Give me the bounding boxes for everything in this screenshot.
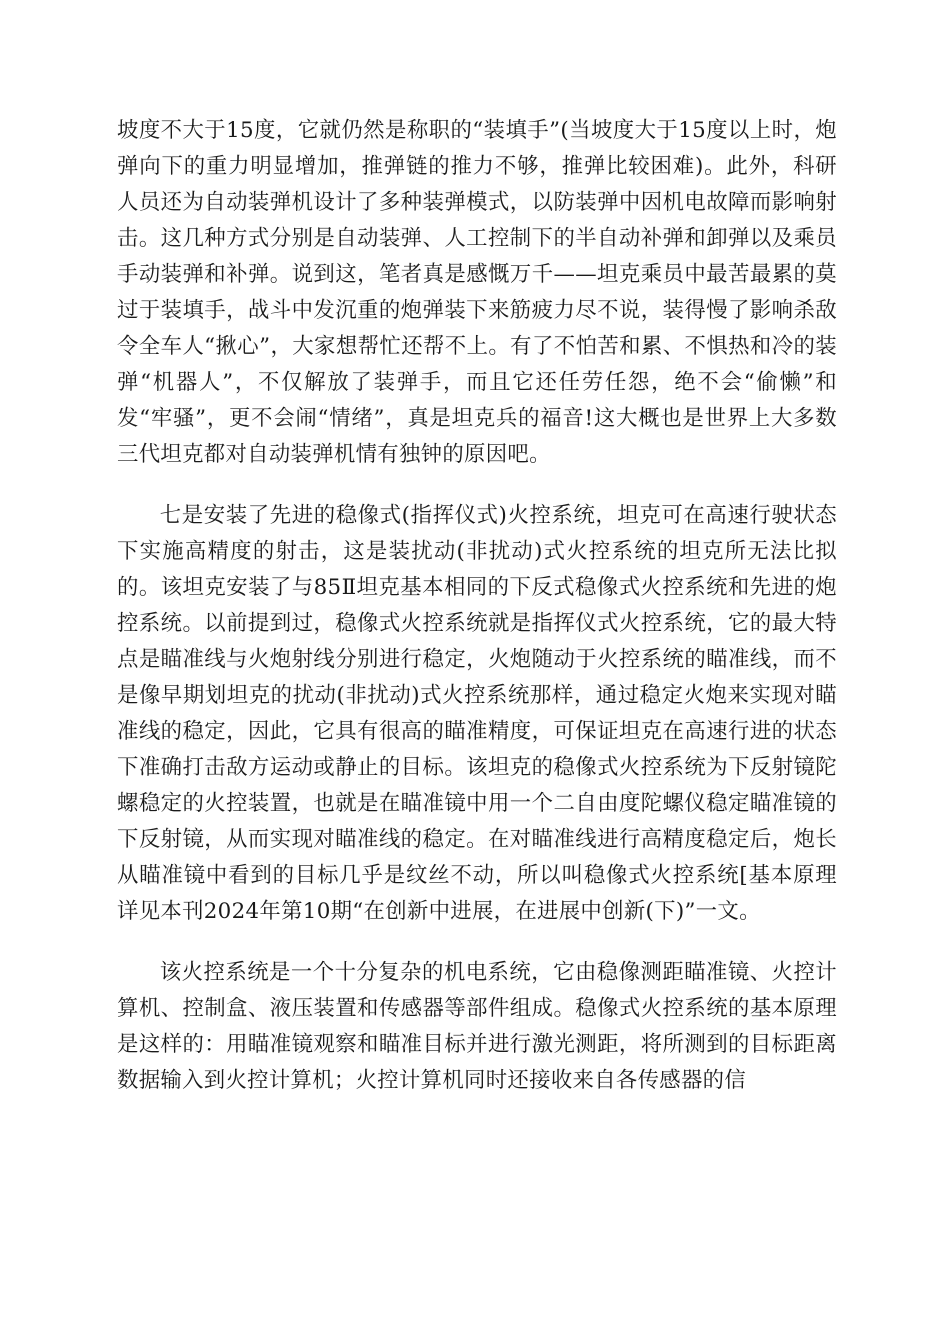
document-body [117,113,837,1099]
paragraph-autoloader-continued: 坡度不大于15度，它就仍然是称职的“装填手”(当坡度大于15度以上时，炮弹向下的重力明显增加，推弹链的推力不够，推弹比较困难)。此外，科研人员还为自动装弹机设计了多种装弹模式，以防装弹中因机电故障而影响射击。这几种方式分别是自动装弹、人工控制下的半自动补弹和卸弹以及乘员手动装弹和补弹。说到这，笔者真是感慨万千——坦克乘员中最苦最累的莫过于装填手，战斗中发沉重的炮弹装下来筋疲力尽不说，装得慢了影响杀敌令全车人“揪心”，大家想帮忙还帮不上。有了不怕苦和累、不惧热和冷的装弹“机器人”，不仅解放了装弹手，而且它还任劳任怨，绝不会“偷懒”和发“牢骚”，更不会闹“情绪”，真是坦克兵的福音!这大概也是世界上大多数三代坦克都对自动装弹机情有独钟的原因吧。 [117,118,837,467]
paragraph-fire-control-principle: 该火控系统是一个十分复杂的机电系统，它由稳像测距瞄准镜、火控计算机、控制盒、液压装置和传感器等部件组成。稳像式火控系统的基本原理是这样的：用瞄准镜观察和瞄准目标并进行激光测距，将所测到的目标距离数据输入到火控计算机；火控计算机同时还接收来自各传感器的信 [117,960,837,1093]
paragraph-stabilized-fire-control: 七是安装了先进的稳像式(指挥仪式)火控系统，坦克可在高速行驶状态下实施高精度的射击，这是装扰动(非扰动)式火控系统的坦克所无法比拟的。该坦克安装了与85Ⅱ坦克基本相同的下反式稳像式火控系统和先进的炮控系统。以前提到过，稳像式火控系统就是指挥仪式火控系统，它的最大特点是瞄准线与火炮射线分别进行稳定，火炮随动于火控系统的瞄准线，而不是像早期划坦克的扰动(非扰动)式火控系统那样，通过稳定火炮来实现对瞄准线的稳定，因此，它具有很高的瞄准精度，可保证坦克在高速行进的状态下准确打击敌方运动或静止的目标。该坦克的稳像式火控系统为下反射镜陀螺稳定的火控装置，也就是在瞄准镜中用一个二自由度陀螺仪稳定瞄准镜的下反射镜，从而实现对瞄准线的稳定。在对瞄准线进行高精度稳定后，炮长从瞄准镜中看到的目标几乎是纹丝不动，所以叫稳像式火控系统[基本原理详见本刊2024年第10期“在创新中进展，在进展中创新(下)”一文。 [117,503,837,924]
